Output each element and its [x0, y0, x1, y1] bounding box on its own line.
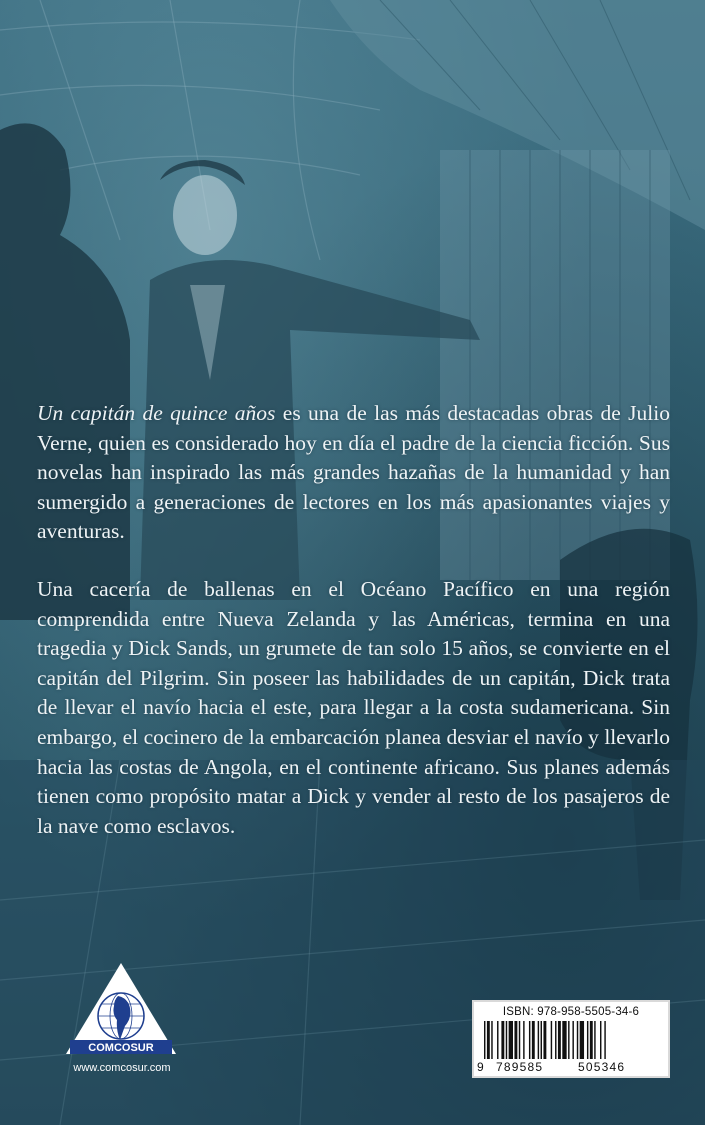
publisher-url[interactable]: www.comcosur.com [73, 1062, 171, 1074]
barcode-bar [590, 1021, 593, 1059]
synopsis-paragraph-1 [37, 399, 670, 547]
barcode-bar [580, 1021, 584, 1059]
barcode-bar [577, 1021, 578, 1059]
barcode-bar [497, 1021, 498, 1059]
barcode-bar [604, 1021, 605, 1059]
barcode-bar [506, 1021, 507, 1059]
isbn-label: ISBN: 978-958-5505-34-6 [502, 1006, 640, 1018]
barcode-lead-digit: 9 [477, 1060, 485, 1074]
barcode-bar [509, 1021, 513, 1059]
barcode-bar [491, 1021, 492, 1059]
barcode-bar [558, 1021, 561, 1059]
barcode-bar [562, 1021, 566, 1059]
synopsis-paragraph-2: Una cacería de ballenas en el Océano Pacífico en una región comprendida entre Nueva Zelanda y las Américas, termina en una tragedia y Dick Sands, un grumete de tan solo 15 años, se convierte en el capitán del Pilgrim. Sin poseer las habilidades de un capitán, Dick trata de llevar el navío hacia el este, para llegar a la costa sudamericana. Sin embargo, el cocinero de la embarcación planea desviar el navío y llevarlo hacia las costas de Angola, en el continente africano. Sus planes además tienen como propósito matar a Dick y vender al resto de los pasajeros de la nave como esclavos. [37, 577, 670, 838]
barcode-bar [529, 1021, 530, 1059]
publisher-logo [62, 960, 180, 1058]
barcode-bar [587, 1021, 588, 1059]
barcode-bar [523, 1021, 524, 1059]
publisher-name: COMCOSUR [88, 1042, 154, 1054]
barcode-bar [487, 1021, 490, 1059]
barcode-bar [600, 1021, 601, 1059]
barcode-bars [484, 1021, 660, 1061]
isbn-barcode [472, 1000, 670, 1078]
barcode-bar [541, 1021, 542, 1059]
barcode-bar [572, 1021, 573, 1059]
barcode-bar [484, 1021, 485, 1059]
barcode-bar [568, 1021, 569, 1059]
book-title: Un capitán de quince años [37, 401, 276, 425]
barcode-bar [555, 1021, 556, 1059]
barcode-bar [532, 1021, 535, 1059]
barcode-bar [519, 1021, 520, 1059]
barcode-right-digits: 505346 [578, 1060, 626, 1074]
barcode-bar [514, 1021, 517, 1059]
barcode-bar [543, 1021, 546, 1059]
barcode-bar [501, 1021, 504, 1059]
barcode-bar [551, 1021, 552, 1059]
synopsis-paragraph-1-text: es una de las más destacadas obras de Julio Verne, quien es considerado hoy en día el padre de la ciencia ficción. Sus novelas han inspirado las más grandes hazañas de la humanidad y han sumergido a generaciones de lectores en los más apasionantes viajes y aventuras. [37, 401, 670, 544]
barcode-bar [594, 1021, 595, 1059]
barcode-bar [538, 1021, 539, 1059]
barcode-left-digits: 789585 [496, 1060, 544, 1074]
